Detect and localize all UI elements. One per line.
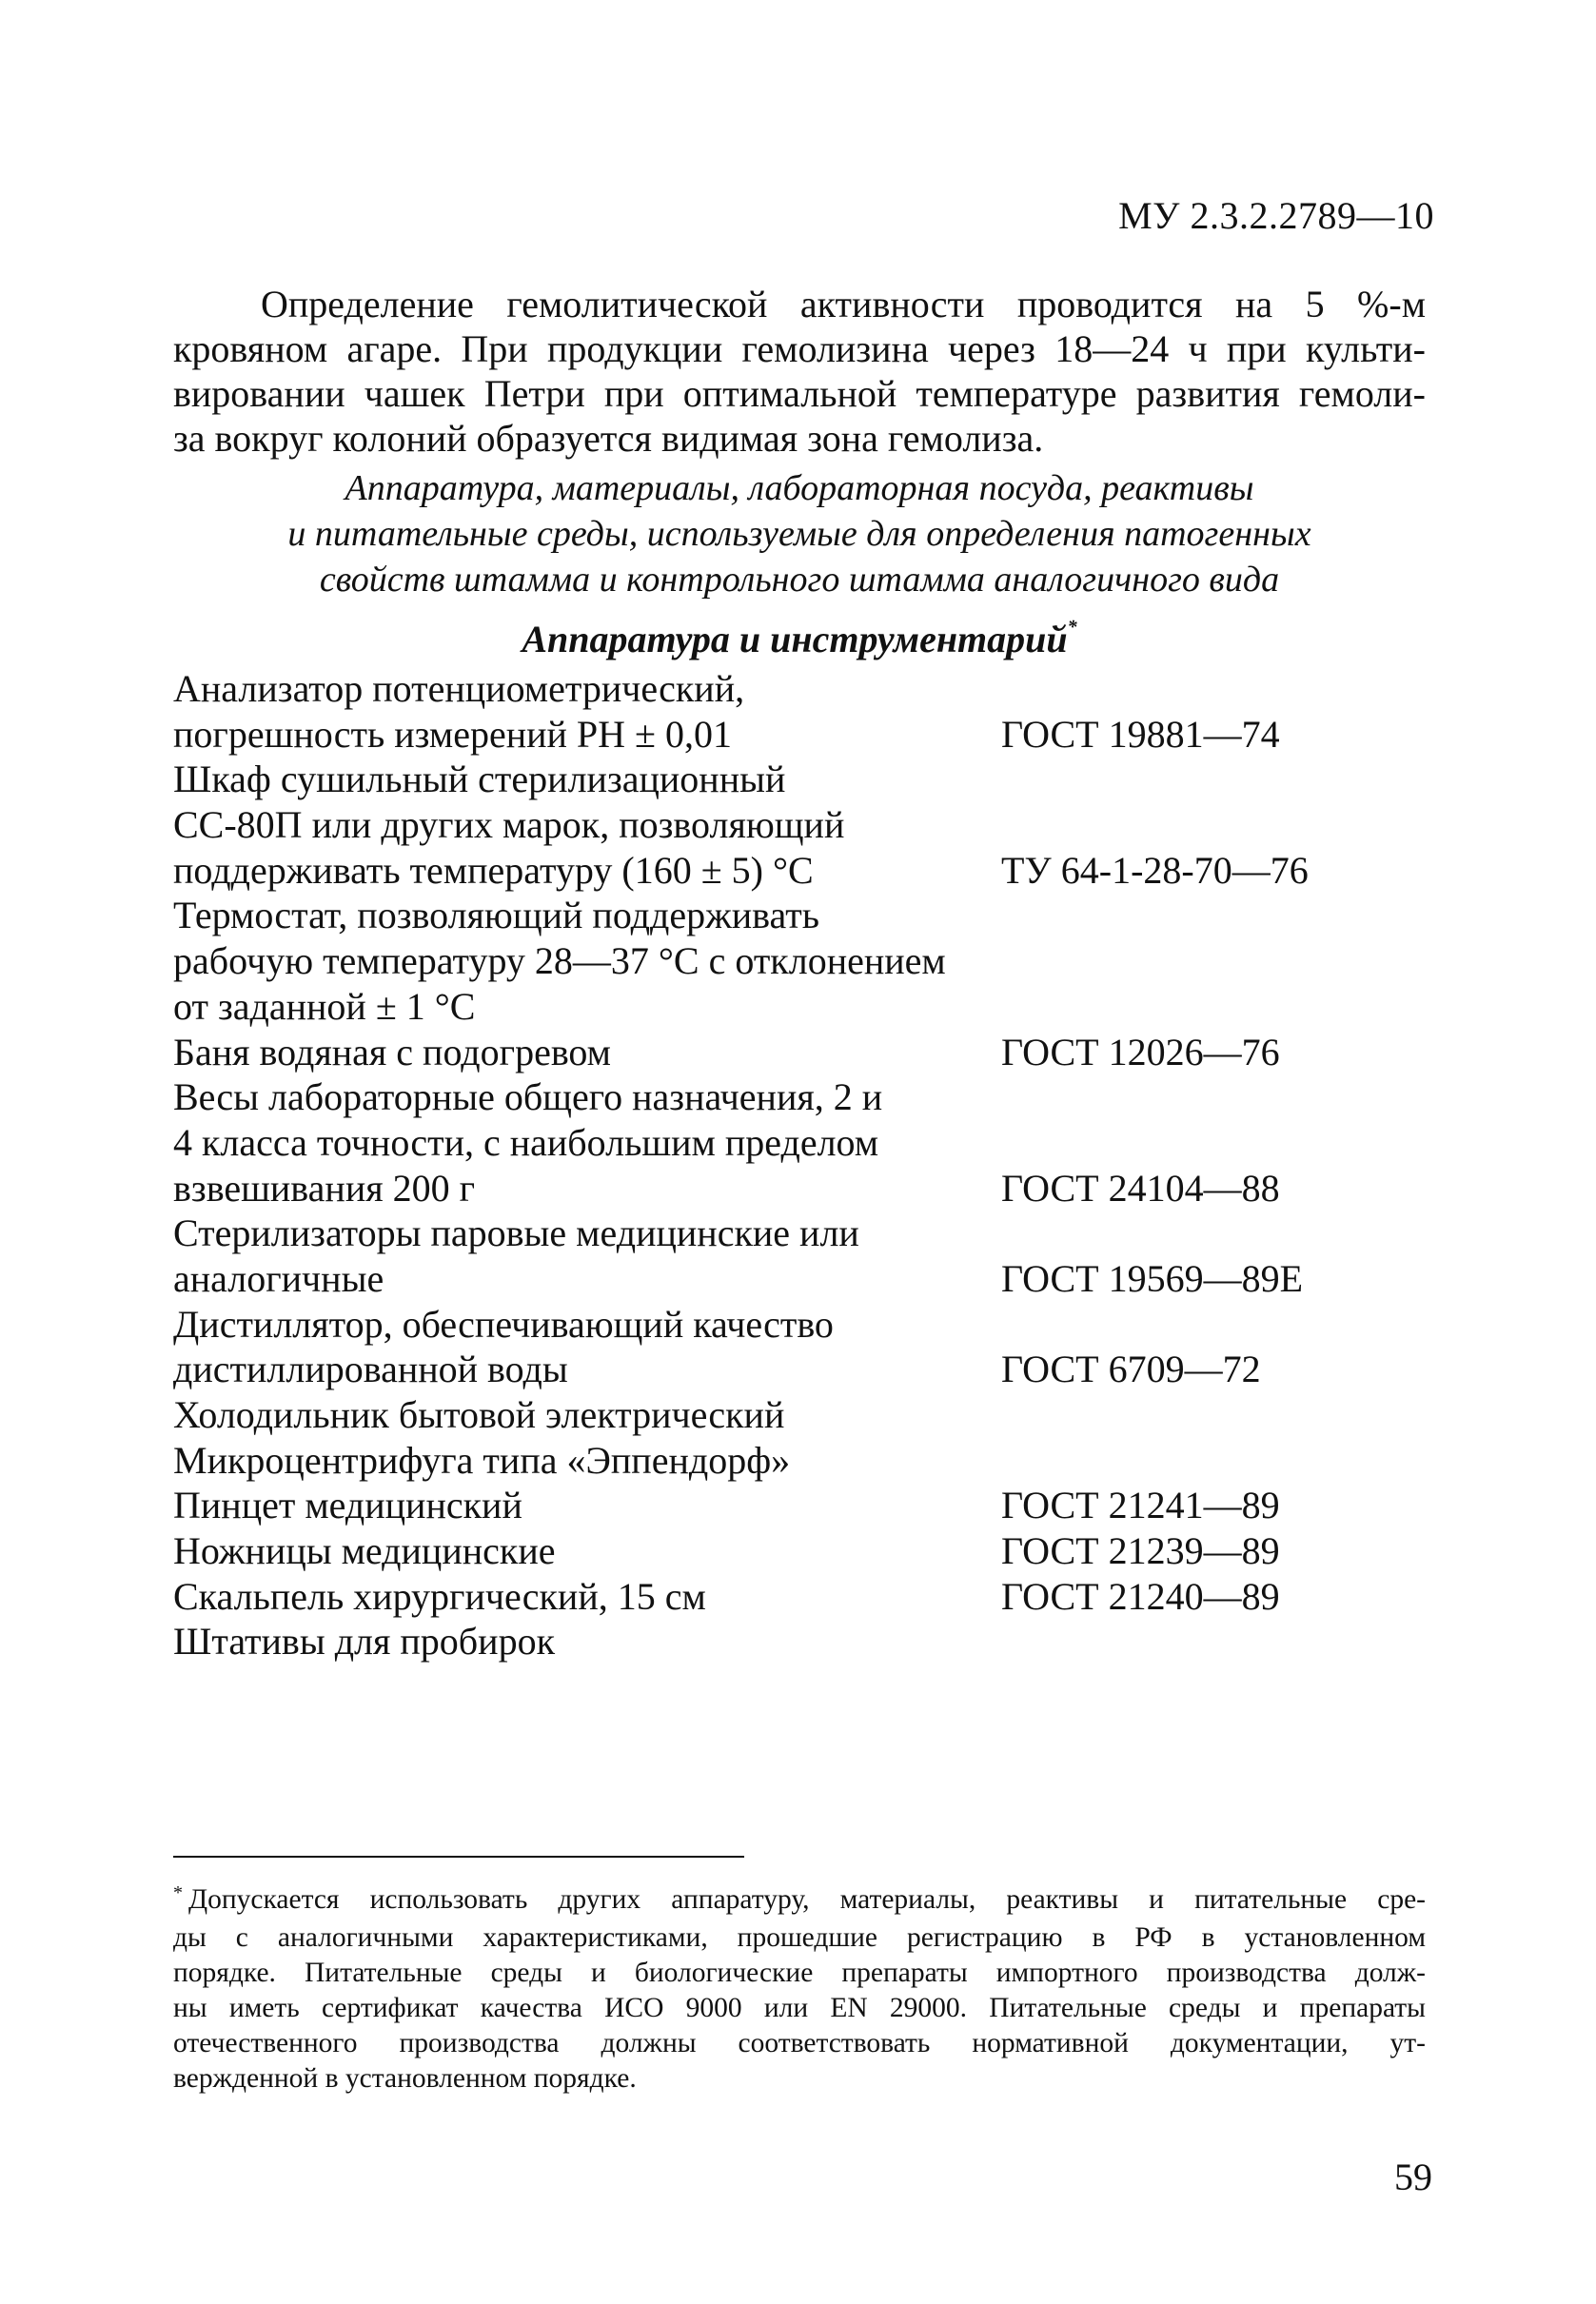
- footnote-line: отечественного производства должны соответствовать нормативной документации, ут-: [173, 2028, 1426, 2058]
- list-item: [173, 1528, 1315, 1574]
- item-name: взвешивания 200 г: [173, 1166, 476, 1210]
- item-name: Баня водяная с подогревом: [173, 1030, 611, 1073]
- list-item: [173, 1120, 1315, 1166]
- item-name: СС-80П или других марок, позволяющий: [173, 803, 845, 847]
- list-item: [173, 848, 1315, 894]
- list-item: [173, 666, 1315, 712]
- list-item: [173, 1347, 1315, 1392]
- item-standard: ГОСТ 21241—89: [1001, 1484, 1280, 1527]
- list-item: [173, 1211, 1315, 1256]
- footnote-line-text: Допускается использовать других аппаратуру, материалы, реактивы и питательные сре-: [188, 1884, 1426, 1915]
- item-name: Анализатор потенциометрический,: [173, 667, 745, 710]
- footnote-divider: [173, 1856, 744, 1858]
- item-standard: ГОСТ 21240—89: [1001, 1574, 1280, 1618]
- list-item: [173, 757, 1315, 802]
- subheading: [173, 617, 1426, 661]
- item-name: Ножницы медицинские: [173, 1529, 556, 1573]
- section-title-line: и питательные среды, используемые для определения патогенных: [287, 514, 1311, 554]
- list-item: [173, 1438, 1315, 1484]
- list-item: [173, 1392, 1315, 1438]
- item-name: рабочую температуру 28—37 °С с отклонением: [173, 939, 946, 983]
- item-name: аналогичные: [173, 1256, 384, 1300]
- footnote: [173, 1882, 1426, 2097]
- list-item: [173, 1483, 1315, 1528]
- item-name: Весы лабораторные общего назначения, 2 и: [173, 1075, 883, 1119]
- list-item: [173, 893, 1315, 938]
- section-title-line: свойств штамма и контрольного штамма аналогичного вида: [319, 560, 1280, 600]
- item-name: Микроцентрифуга типа «Эппендорф»: [173, 1438, 791, 1482]
- section-title-line: Аппаратура, материалы, лабораторная посуда, реактивы: [345, 468, 1254, 508]
- item-name: от заданной ± 1 °С: [173, 984, 476, 1028]
- item-name: Штативы для пробирок: [173, 1620, 555, 1664]
- item-name: Холодильник бытовой электрический: [173, 1393, 785, 1436]
- item-name: Стерилизаторы паровые медицинские или: [173, 1211, 859, 1255]
- list-item: [173, 1030, 1315, 1075]
- intro-paragraph: [173, 282, 1426, 461]
- footnote-line: порядке. Питательные среды и биологические препараты импортного производства долж-: [173, 1958, 1426, 1988]
- list-item: [173, 1302, 1315, 1348]
- item-name: Пинцет медицинский: [173, 1484, 522, 1527]
- section-title: [173, 465, 1426, 602]
- paragraph-line: вировании чашек Петри при оптимальной температуре развития гемоли-: [173, 372, 1426, 415]
- list-item: [173, 1166, 1315, 1211]
- item-name: погрешность измерений РН ± 0,01: [173, 712, 733, 756]
- list-item: [173, 1256, 1315, 1302]
- paragraph-line: кровяном агаре. При продукции гемолизина через 18—24 ч при культи-: [173, 327, 1426, 370]
- item-name: Скальпель хирургический, 15 см: [173, 1574, 706, 1618]
- item-standard: ГОСТ 12026—76: [1001, 1030, 1280, 1073]
- item-standard: ГОСТ 24104—88: [1001, 1166, 1280, 1210]
- page-number: 59: [1394, 2156, 1432, 2198]
- footnote-line: вержденной в установленном порядке.: [173, 2063, 637, 2094]
- list-item: [173, 938, 1315, 984]
- document-code: МУ 2.3.2.2789—10: [1118, 194, 1434, 237]
- footnote-reference: *: [1067, 616, 1077, 638]
- item-name: дистиллированной воды: [173, 1348, 568, 1391]
- paragraph-line: за вокруг колоний образуется видимая зона гемолиза.: [173, 417, 1044, 460]
- list-item: [173, 712, 1315, 758]
- item-name: Шкаф сушильный стерилизационный: [173, 758, 786, 801]
- item-standard: ГОСТ 21239—89: [1001, 1529, 1280, 1573]
- footnote-line: [173, 1882, 1426, 1920]
- item-name: 4 класса точности, с наибольшим пределом: [173, 1120, 879, 1164]
- item-name: Дистиллятор, обеспечивающий качество: [173, 1302, 834, 1346]
- item-standard: ГОСТ 19881—74: [1001, 712, 1280, 756]
- item-name: поддерживать температуру (160 ± 5) °С: [173, 848, 814, 892]
- list-item: [173, 1074, 1315, 1120]
- list-item: [173, 1619, 1315, 1664]
- footnote-line: ны иметь сертификат качества ИСО 9000 или EN 29000. Питательные среды и препараты: [173, 1993, 1426, 2023]
- footnote-mark: *: [173, 1882, 183, 1903]
- item-standard: ГОСТ 19569—89Е: [1001, 1256, 1304, 1300]
- subheading-text: Аппаратура и инструментарий: [522, 618, 1068, 660]
- paragraph-line: Определение гемолитической активности проводится на 5 %-м: [261, 283, 1426, 325]
- list-item: [173, 1574, 1315, 1620]
- footnote-line: ды с аналогичными характеристиками, прошедшие регистрацию в РФ в установленном: [173, 1922, 1426, 1953]
- list-item: [173, 984, 1315, 1030]
- item-standard: ТУ 64-1-28-70—76: [1001, 848, 1309, 892]
- item-name: Термостат, позволяющий поддерживать: [173, 894, 819, 937]
- equipment-list: [173, 666, 1315, 1664]
- item-standard: ГОСТ 6709—72: [1001, 1348, 1261, 1391]
- list-item: [173, 802, 1315, 848]
